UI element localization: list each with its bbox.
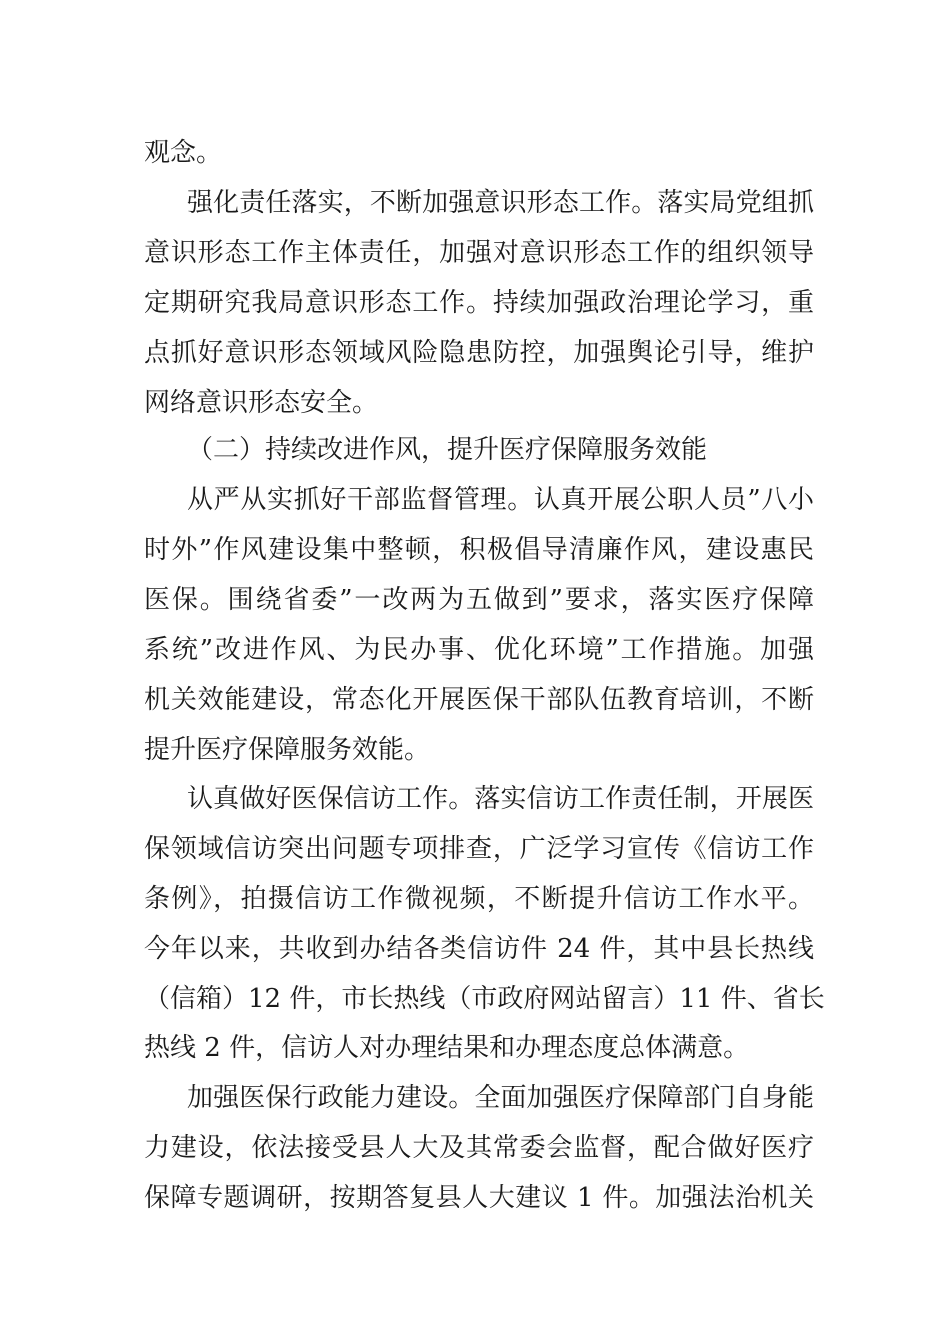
- text-line-1: 观念。: [144, 138, 223, 168]
- text-line-21: 力建设，依法接受县人大及其常委会监督，配合做好医疗: [144, 1133, 814, 1163]
- text-line-14: 认真做好医保信访工作。落实信访工作责任制，开展医: [187, 784, 814, 814]
- text-line-11: 系统”改进作风、为民办事、优化环境”工作措施。加强: [144, 635, 814, 665]
- text-line-17: 今年以来，共收到办结各类信访件 24 件，其中县长热线: [144, 934, 814, 964]
- text-line-20: 加强医保行政能力建设。全面加强医疗保障部门自身能: [187, 1083, 814, 1113]
- text-line-13: 提升医疗保障服务效能。: [144, 735, 431, 765]
- text-line-22: 保障专题调研，按期答复县人大建议 1 件。加强法治机关: [144, 1183, 814, 1213]
- text-line-19: 热线 2 件，信访人对办理结果和办理态度总体满意。: [144, 1033, 750, 1063]
- text-line-10: 医保。围绕省委”一改两为五做到”要求，落实医疗保障: [144, 585, 814, 615]
- text-line-18: （信箱）12 件，市长热线（市政府网站留言）11 件、省长: [144, 984, 825, 1014]
- text-line-2: 强化责任落实，不断加强意识形态工作。落实局党组抓: [187, 188, 814, 218]
- text-line-5: 点抓好意识形态领域风险隐患防控，加强舆论引导，维护: [144, 338, 814, 368]
- text-line-4: 定期研究我局意识形态工作。持续加强政治理论学习，重: [144, 288, 814, 318]
- text-line-3: 意识形态工作主体责任，加强对意识形态工作的组织领导: [144, 238, 814, 268]
- text-line-15: 保领域信访突出问题专项排查，广泛学习宣传《信访工作: [144, 834, 814, 864]
- section-heading: （二）持续改进作风，提升医疗保障服务效能: [187, 435, 708, 465]
- text-line-6: 网络意识形态安全。: [144, 388, 379, 418]
- text-line-12: 机关效能建设，常态化开展医保干部队伍教育培训，不断: [144, 685, 814, 715]
- text-line-16: 条例》，拍摄信访工作微视频，不断提升信访工作水平。: [144, 884, 814, 914]
- text-line-9: 时外”作风建设集中整顿，积极倡导清廉作风，建设惠民: [144, 535, 814, 565]
- text-line-8: 从严从实抓好干部监督管理。认真开展公职人员”八小: [187, 485, 814, 515]
